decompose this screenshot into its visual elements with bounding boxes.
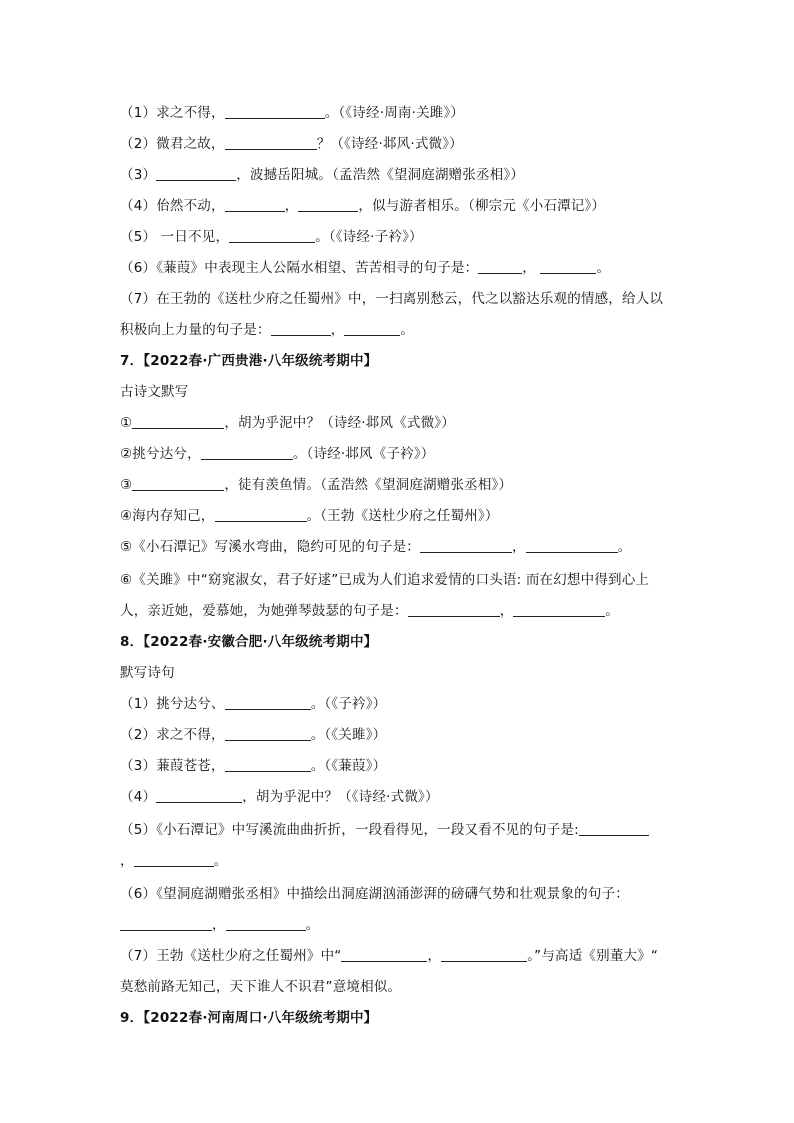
s8-q2-text-a: （2）求之不得， (120, 727, 225, 743)
s6-q7-text-a: （7）在王勃的《送杜少府之任蜀州》中，一扫离别愁云，代之以豁达乐观的情感，给人以 (120, 291, 664, 307)
answer-blank[interactable] (271, 321, 331, 336)
answer-blank[interactable] (215, 507, 307, 522)
s7-item-2 (120, 444, 435, 464)
answer-blank[interactable] (120, 916, 212, 931)
s8-q5-text-a: （5）《小石潭记》中写溪流曲曲折折，一段看得见，一段又看不见的句子是: (120, 822, 579, 838)
answer-blank[interactable] (226, 916, 306, 931)
s7-item-6-line1 (120, 570, 649, 590)
s7-q2-text-b: 。（诗经·邶风《子衿》） (292, 446, 435, 462)
s6-q5-text-b: 。（《诗经·子衿》） (315, 229, 423, 245)
s6-q3-text-a: （3） (120, 167, 157, 183)
s6-item-4 (120, 196, 605, 216)
s6-q3-text-b: ，波撼岳阳城。（孟浩然《望洞庭湖赠张丞相》） (236, 167, 525, 183)
s8-q7-text-b: ， (427, 948, 442, 964)
s8-q6-text-a: （6）《望洞庭湖赠张丞相》中描绘出洞庭湖汹涌澎湃的磅礴气势和壮观景象的句子： (120, 886, 629, 902)
s8-subtitle: 默写诗句 (120, 665, 175, 681)
answer-blank[interactable] (225, 135, 317, 150)
s8-q6-text-c: 。 (305, 917, 320, 933)
s6-q1-text-b: 。（《诗经·周南·关雎》） (324, 105, 465, 121)
s8-item-6-line2 (120, 915, 319, 935)
s7-q3-text-a: ③ (120, 477, 133, 493)
s8-q1-text-a: （1）挑兮达兮、 (120, 696, 225, 712)
s6-item-2 (120, 134, 463, 154)
s6-q7-text-c: ， (330, 322, 345, 338)
s7-item-1 (120, 413, 455, 433)
answer-blank[interactable] (408, 602, 500, 617)
s8-q4-text-b: ，胡为乎泥中？（《诗经·式微》） (242, 789, 439, 805)
s7-heading: 7．【2022春·广西贵港·八年级统考期中】 (120, 353, 378, 369)
answer-blank[interactable] (441, 947, 527, 962)
s6-item-1 (120, 103, 464, 123)
answer-blank[interactable] (526, 538, 618, 553)
s8-q7-text-d: 莫愁前路无知己，天下谁人不识君”意境相似。 (120, 979, 402, 995)
s6-q7-text-d: 。 (400, 322, 415, 338)
s8-item-7-line2 (120, 977, 401, 997)
s6-q5-text-a: （5） 一日不见， (120, 229, 230, 245)
s7-q6-text-d: 。 (605, 603, 620, 619)
answer-blank[interactable] (201, 445, 293, 460)
s8-q6-text-b: ， (212, 917, 226, 933)
s6-item-6 (120, 258, 610, 278)
s8-q1-text-b: 。（《子衿》） (310, 696, 387, 712)
s6-item-7-line2 (120, 320, 414, 340)
answer-blank[interactable] (513, 602, 605, 617)
s7-item-5 (120, 537, 631, 557)
s7-q4-text-a: ④海内存知己， (120, 508, 215, 524)
s8-item-5-line2 (120, 851, 227, 871)
s6-q6-text-a: （6）《蒹葭》中表现主人公隔水相望、苦苦相寻的句子是： (120, 260, 479, 276)
s7-q2-text-a: ②挑兮达兮， (120, 446, 201, 462)
answer-blank[interactable] (298, 197, 358, 212)
s8-q7-text-a: （7）王勃《送杜少府之任蜀州》中“ (120, 948, 342, 964)
answer-blank[interactable] (225, 197, 285, 212)
answer-blank[interactable] (156, 788, 242, 803)
answer-blank[interactable] (344, 321, 400, 336)
answer-blank[interactable] (229, 228, 315, 243)
s7-q6-text-b: 人，亲近她，爱慕她，为她弹琴鼓瑟的句子是： (120, 603, 408, 619)
s8-item-7-line1 (120, 946, 658, 966)
s7-q4-text-b: 。（王勃《送杜少府之任蜀州》） (306, 508, 499, 524)
s7-q5-text-b: ， (512, 539, 526, 555)
answer-blank[interactable] (225, 757, 311, 772)
s6-q7-text-b: 积极向上力量的句子是： (120, 322, 271, 338)
s8-item-4 (120, 787, 439, 807)
s6-q4-text-a: （4）佁然不动， (120, 198, 225, 214)
s6-q4-text-b: ， (284, 198, 299, 214)
answer-blank[interactable] (132, 476, 224, 491)
s6-q4-text-c: ，似与游者相乐。（柳宗元《小石潭记》） (358, 198, 606, 214)
s8-q3-text-b: 。（《蒹葭》） (310, 758, 387, 774)
s6-q1-text-a: （1）求之不得， (120, 105, 225, 121)
s7-item-4 (120, 506, 499, 526)
s7-q5-text-a: ⑤《小石潭记》写溪水弯曲，隐约可见的句子是： (120, 539, 421, 555)
s6-q6-text-c: 。 (596, 260, 611, 276)
s8-heading: 8．【2022春·安徽合肥·八年级统考期中】 (120, 634, 378, 650)
s6-q2-text-a: （2）微君之故， (120, 136, 225, 152)
s7-subtitle: 古诗文默写 (120, 384, 189, 400)
s7-q5-text-c: 。 (617, 539, 632, 555)
s8-item-2 (120, 725, 386, 745)
s6-item-3 (120, 165, 524, 185)
answer-blank[interactable] (341, 947, 427, 962)
answer-blank[interactable] (540, 259, 596, 274)
s8-item-5-line1 (120, 820, 649, 840)
answer-blank[interactable] (132, 414, 224, 429)
s8-q5-text-c: 。 (213, 853, 228, 869)
s6-item-7-line1 (120, 289, 663, 309)
s7-q6-text-a: ⑥《关雎》中“窈窕淑女，君子好逑”已成为人们追求爱情的口头语: 而在幻想中得到心上 (120, 572, 650, 588)
s7-q3-text-b: ，徒有羡鱼情。（孟浩然《望洞庭湖赠张丞相》） (224, 477, 513, 493)
s9-heading: 9．【2022春·河南周口·八年级统考期中】 (120, 1010, 378, 1026)
s6-item-5 (120, 227, 423, 247)
answer-blank[interactable] (225, 726, 311, 741)
s7-q6-text-c: ， (499, 603, 514, 619)
s8-item-6-line1 (120, 884, 629, 904)
s8-q7-text-c: 。”与高适《别董大》“ (527, 948, 659, 964)
answer-blank[interactable] (478, 259, 522, 274)
answer-blank[interactable] (420, 538, 512, 553)
s8-q5-text-b: ， (120, 853, 134, 869)
s6-q2-text-b: ？（《诗经·邶风·式微》） (316, 136, 463, 152)
s8-item-3 (120, 756, 386, 776)
answer-blank[interactable] (579, 821, 649, 836)
s8-item-1 (120, 694, 386, 714)
s8-q3-text-a: （3）蒹葭苍苍， (120, 758, 225, 774)
s8-q2-text-b: 。（《关雎》） (310, 727, 387, 743)
answer-blank[interactable] (225, 695, 311, 710)
s7-q1-text-b: ，胡为乎泥中？（诗经·邶风《式微》） (224, 415, 455, 431)
answer-blank[interactable] (156, 166, 236, 181)
answer-blank[interactable] (134, 852, 214, 867)
s7-item-3 (120, 475, 512, 495)
answer-blank[interactable] (225, 104, 325, 119)
s7-item-6-line2 (120, 601, 619, 621)
s7-q1-text-a: ① (120, 415, 133, 431)
s8-q4-text-a: （4） (120, 789, 157, 805)
s6-q6-text-b: ， (522, 260, 536, 276)
